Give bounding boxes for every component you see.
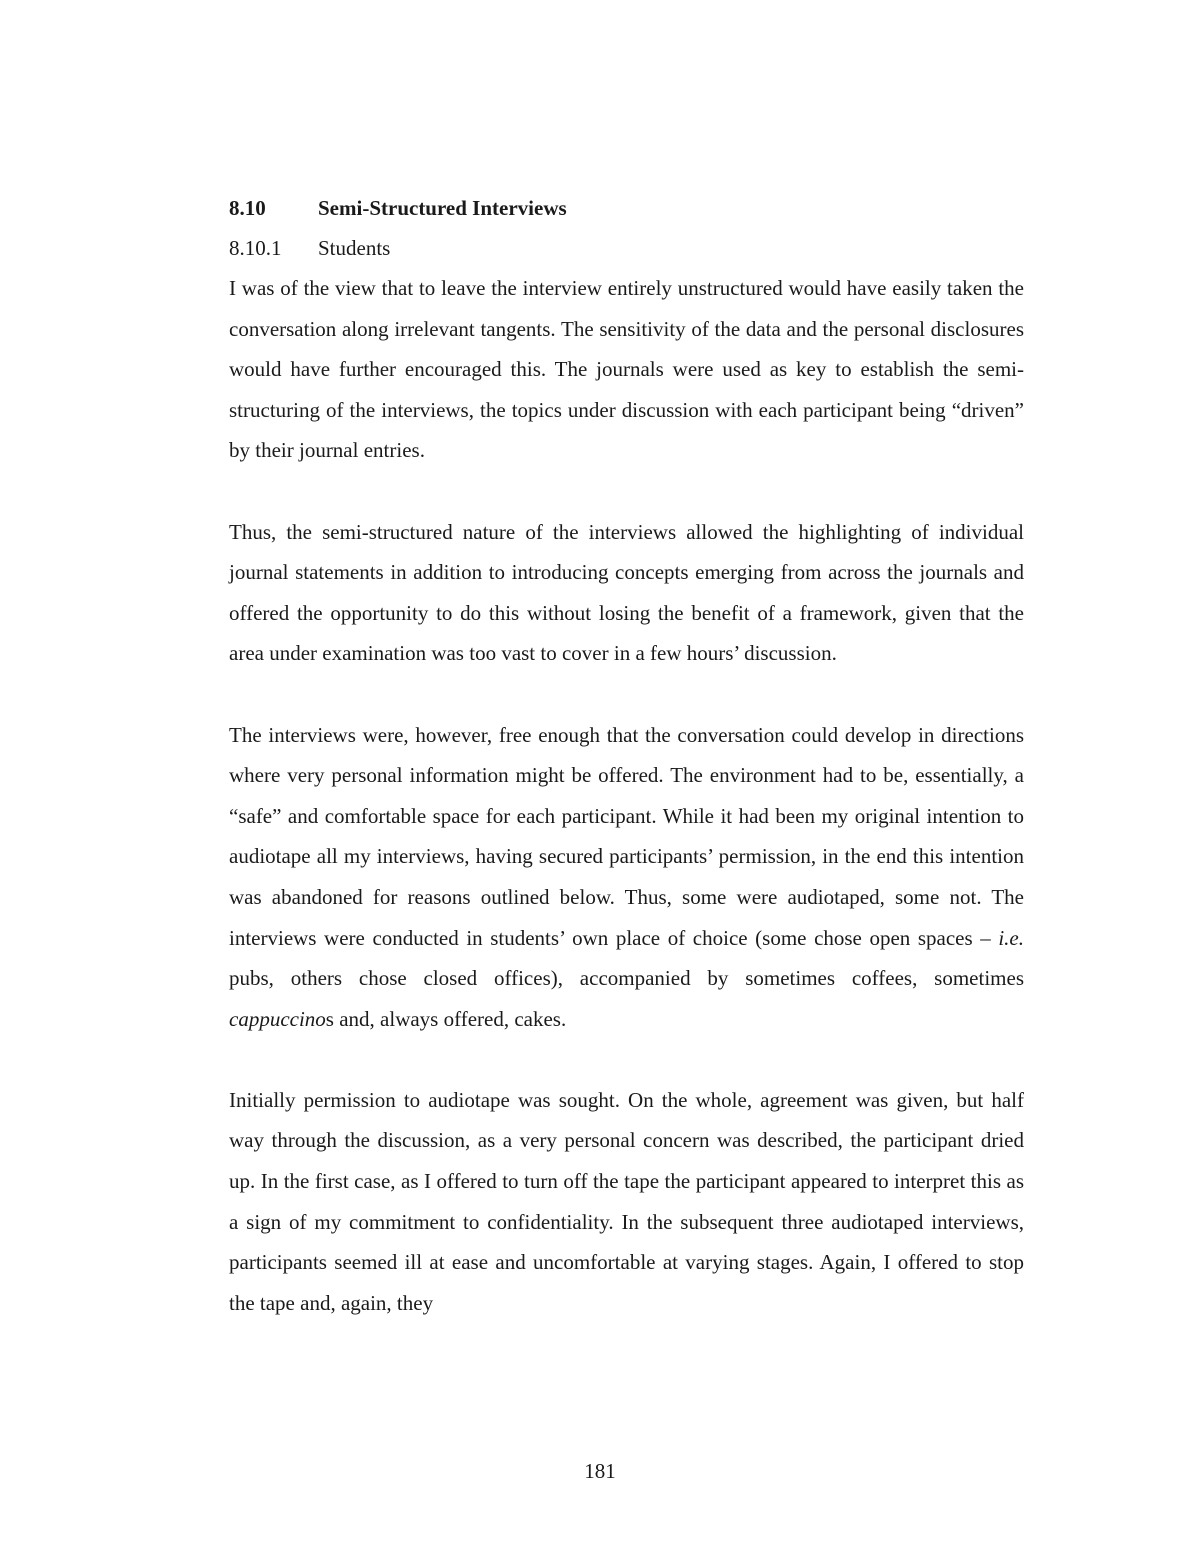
section-title: Semi-Structured Interviews xyxy=(318,196,567,220)
paragraph-2: Thus, the semi-structured nature of the interviews allowed the highlighting of individual journal statements in addition to introducing concepts emerging from across the journals and offered the opportunity to do this without losing the benefit of a framework, given that the area under examination was too vast to cover in a few hours’ discussion. xyxy=(229,519,1024,666)
paragraph-3-text-c: s and, always offered, cakes. xyxy=(325,1006,567,1031)
paragraph-3-text-a: The interviews were, however, free enough that the conversation could develop in directions where very personal information might be offered. The environment had to be, essentially, a “safe” and comfortable space for each participant. While it had been my original intention to audiotape all my interviews, having secured participants’ permission, in the end this intention was abandoned for reasons outlined below. Thus, some were audiotaped, some not. The interviews were conducted in students’ own place of choice (some chose open spaces – xyxy=(229,722,1024,950)
document-page xyxy=(229,188,1024,1323)
paragraph-3-text-b: pubs, others chose closed offices), accompanied by sometimes coffees, sometimes xyxy=(229,966,1024,991)
page-number: 181 xyxy=(584,1459,616,1483)
paragraph-1: I was of the view that to leave the interview entirely unstructured would have easily taken the conversation along irrelevant tangents. The sensitivity of the data and the personal disclosures would have further encouraged this. The journals were used as key to establish the semi-structuring of the interviews, the topics under discussion with each participant being “driven” by their journal entries. xyxy=(229,276,1024,463)
paragraph-3 xyxy=(229,715,1024,1040)
subsection-number: 8.10.1 xyxy=(229,236,282,260)
subsection-heading xyxy=(229,228,1024,268)
subsection-title: Students xyxy=(318,236,391,260)
paragraph-3-ie: i.e. xyxy=(998,925,1024,950)
section-number: 8.10 xyxy=(229,196,266,220)
paragraph-4: Initially permission to audiotape was sought. On the whole, agreement was given, but half way through the discussion, as a very personal concern was described, the participant dried up. In the first case, as I offered to turn off the tape the participant appeared to interpret this as a sign of my commitment to confidentiality. In the subsequent three audiotaped interviews, participants seemed ill at ease and uncomfortable at varying stages. Again, I offered to stop the tape and, again, they xyxy=(229,1087,1024,1315)
section-heading xyxy=(229,188,1024,228)
paragraph-3-cappuccino: cappuccino xyxy=(229,1006,326,1031)
